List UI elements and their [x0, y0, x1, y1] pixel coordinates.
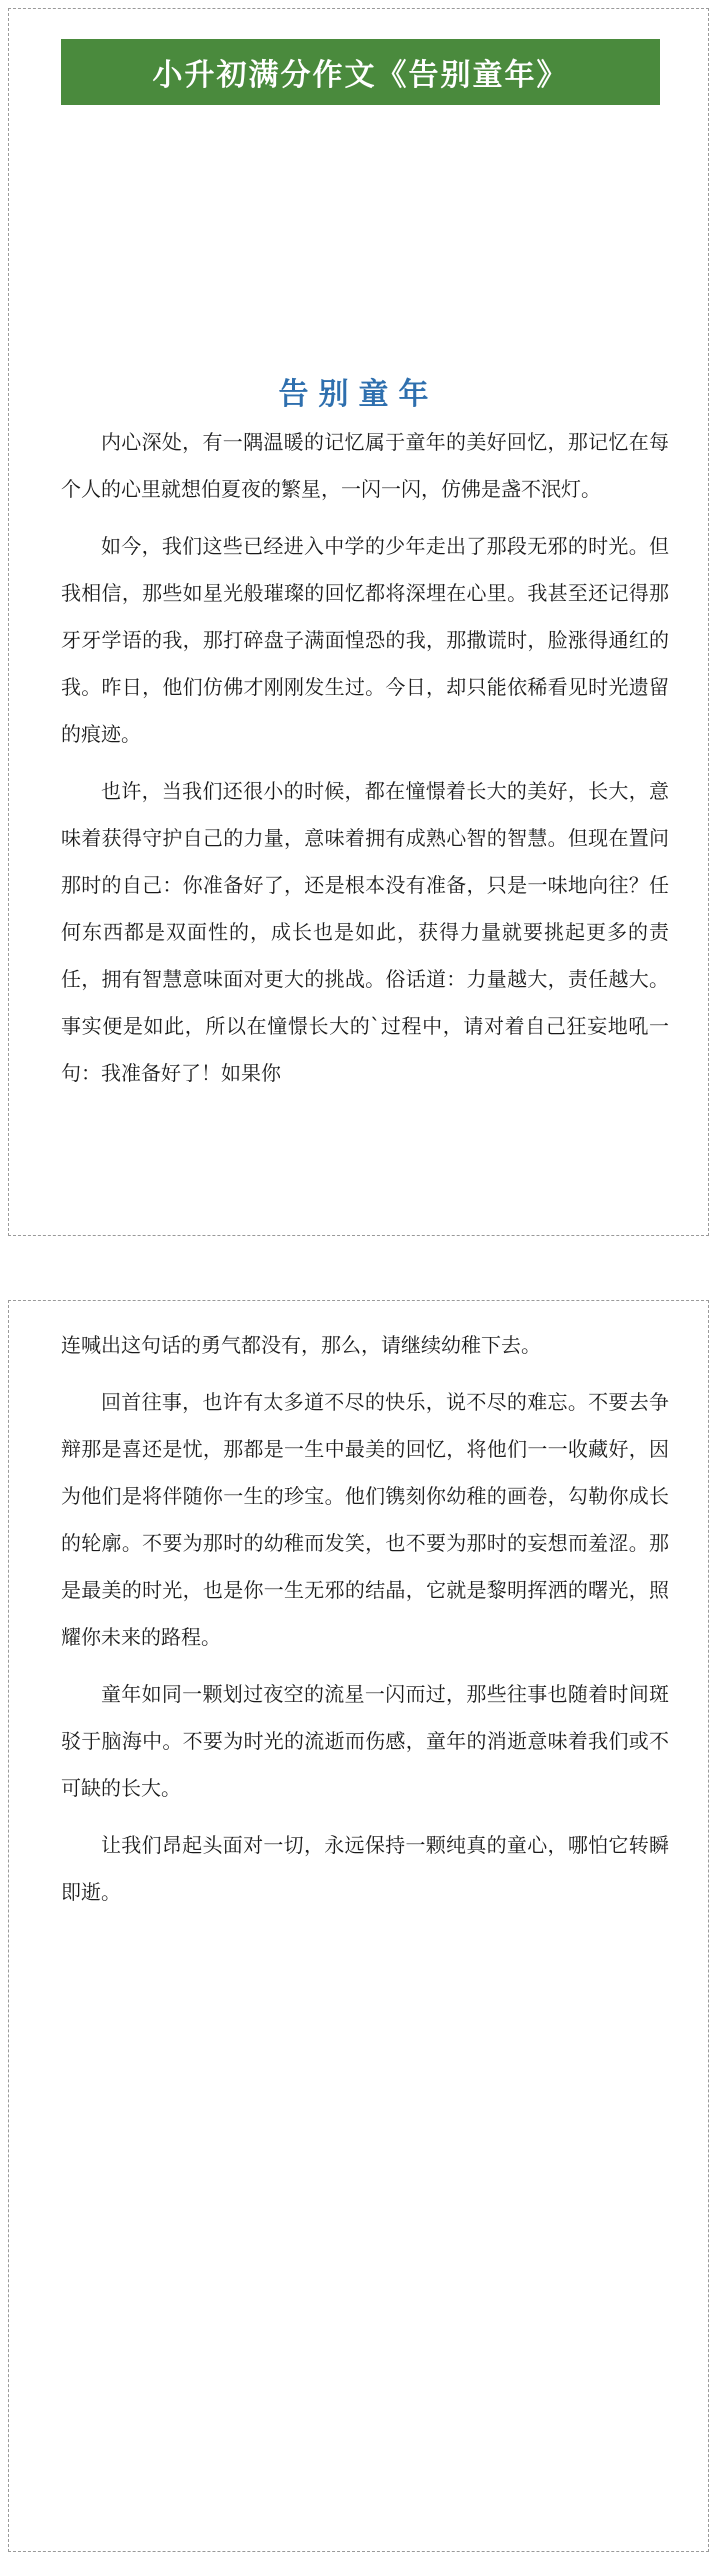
paragraph-continuation: 连喊出这句话的勇气都没有，那么，请继续幼稚下去。	[61, 1333, 541, 1357]
paragraph: 让我们昂起头面对一切，永远保持一颗纯真的童心，哪怕它转瞬即逝。	[61, 1833, 669, 1904]
paragraph: 也许，当我们还很小的时候，都在憧憬着长大的美好，长大，意味着获得守护自己的力量，意味着拥有成熟心智的智慧。但现在置问那时的自己：你准备好了，还是根本没有准备，只是一味地向往？任何东西都是双面性的，成长也是如此，获得力量就要挑起更多的责任，拥有智慧意味面对更大的挑战。俗话道：力量越大，责任越大。事实便是如此，所以在憧憬长大的`过程中，请对着自己狂妄地吼一句：我准备好了！如果你	[61, 779, 669, 1085]
paragraph: 内心深处，有一隅温暖的记忆属于童年的美好回忆，那记忆在每个人的心里就想伯夏夜的繁星，一闪一闪，仿佛是盏不泯灯。	[61, 430, 669, 501]
page-2	[8, 1300, 709, 2552]
article-body-page-1	[61, 419, 669, 1107]
page-1	[8, 8, 709, 1236]
article-body-page-2	[61, 1322, 669, 1926]
paragraph: 回首往事，也许有太多道不尽的快乐，说不尽的难忘。不要去争辩那是喜还是忧，那都是一生中最美的回忆，将他们一一收藏好，因为他们是将伴随你一生的珍宝。他们镌刻你幼稚的画卷，勾勒你成长的轮廓。不要为那时的幼稚而发笑，也不要为那时的妄想而羞涩。那是最美的时光，也是你一生无邪的结晶，它就是黎明挥洒的曙光，照耀你未来的路程。	[61, 1390, 669, 1649]
paragraph: 童年如同一颗划过夜空的流星一闪而过，那些往事也随着时间斑驳于脑海中。不要为时光的流逝而伤感，童年的消逝意味着我们或不可缺的长大。	[61, 1682, 669, 1800]
banner-title: 小升初满分作文《告别童年》	[61, 39, 660, 105]
article-title: 告别童年	[278, 377, 439, 412]
paragraph: 如今，我们这些已经进入中学的少年走出了那段无邪的时光。但我相信，那些如星光般璀璨的回忆都将深埋在心里。我甚至还记得那牙牙学语的我，那打碎盘子满面惶恐的我，那撒谎时，脸涨得通红的我。昨日，他们仿佛才刚刚发生过。今日，却只能依稀看见时光遗留的痕迹。	[61, 534, 669, 746]
